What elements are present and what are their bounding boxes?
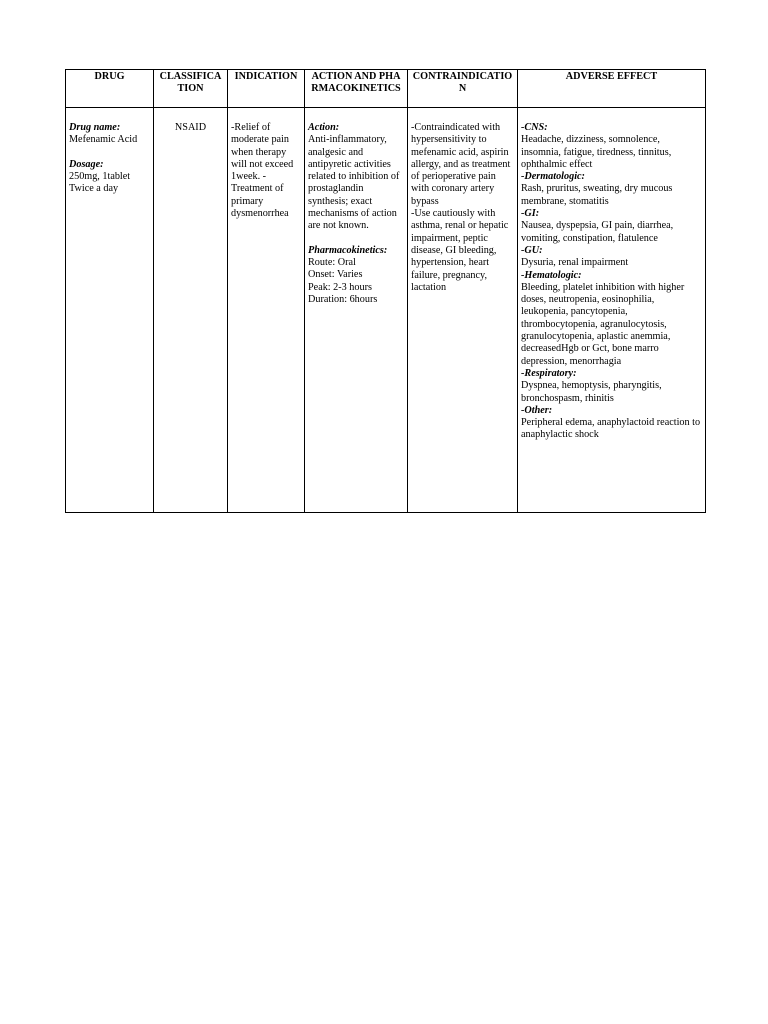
classification-value: NSAID xyxy=(174,122,207,133)
table-row xyxy=(66,108,706,513)
contraindication-text: -Contraindicated with hypersensitivity to mefenamic acid, aspirin allergy, and as treatment of perioperative pain with coronary artery bypass xyxy=(411,122,511,207)
pk-line: Route: Oral xyxy=(308,256,356,268)
drug-name: Mefenamic Acid xyxy=(69,134,138,146)
header-adverse-effect: ADVERSE EFFECT xyxy=(518,70,706,108)
cell-adverse-effect xyxy=(518,108,706,513)
header-drug: DRUG xyxy=(66,70,154,108)
cell-contraindication xyxy=(408,108,518,513)
other-text: Peripheral edema, anaphylactoid reaction to anaphylactic shock xyxy=(521,417,701,441)
respiratory-label: -Respiratory: xyxy=(521,367,577,379)
dermatologic-label: -Dermatologic: xyxy=(521,171,585,183)
pk-line: Onset: Varies xyxy=(308,269,363,281)
cell-action xyxy=(305,108,408,513)
action-text: Anti-inflammatory, analgesic and antipyretic activities related to inhibition of prostaglandin synthesis; exact mechanisms of action are not known. xyxy=(308,134,400,232)
header-indication: INDICATION xyxy=(228,70,305,108)
pk-line: Peak: 2-3 hours xyxy=(308,281,372,293)
drug-study-table xyxy=(65,69,706,513)
indication-text: -Relief of moderate pain when therapy will not exceed 1week. -Treatment of primary dysmenorrhea xyxy=(231,122,294,220)
dosage-label: Dosage: xyxy=(69,158,104,170)
hematologic-label: -Hematologic: xyxy=(521,269,582,281)
caution-text: -Use cautiously with asthma, renal or hepatic impairment, peptic disease, GI bleeding, hypertension, heart failure, pregnancy, lactation xyxy=(411,208,509,293)
gu-text: Dysuria, renal impairment xyxy=(521,257,629,269)
pharmacokinetics-label: Pharmacokinetics: xyxy=(308,244,388,256)
cns-label: -CNS: xyxy=(521,122,548,133)
cell-drug xyxy=(66,108,154,513)
gi-text: Nausea, dyspepsia, GI pain, diarrhea, vomiting, constipation, flatulence xyxy=(521,220,674,244)
action-label: Action: xyxy=(308,122,340,133)
cell-classification xyxy=(154,108,228,513)
header-classification: CLASSIFICATION xyxy=(154,70,228,108)
drug-name-label: Drug name: xyxy=(69,122,121,133)
dermatologic-text: Rash, pruritus, sweating, dry mucous membrane, stomatitis xyxy=(521,183,673,207)
hematologic-text: Bleeding, platelet inhibition with higher doses, neutropenia, eosinophilia, leukopenia, pancytopenia, thrombocytopenia, agranulocytosis, granulocytopenia, aplastic anemmia, decreasedHgb or Gct, bone marro depression, menorrhagia xyxy=(521,281,685,367)
cell-indication xyxy=(228,108,305,513)
respiratory-text: Dyspnea, hemoptysis, pharyngitis, bronchospasm, rhinitis xyxy=(521,380,662,404)
pk-line: Duration: 6hours xyxy=(308,293,378,305)
gu-label: -GU: xyxy=(521,244,543,256)
other-label: -Other: xyxy=(521,404,553,416)
dosage-line: 250mg, 1tablet xyxy=(69,170,131,182)
dosage-line: Twice a day xyxy=(69,183,119,195)
header-contraindication: CONTRAINDICATION xyxy=(408,70,518,108)
gi-label: -GI: xyxy=(521,208,540,220)
header-action: ACTION AND PHARMACOKINETICS xyxy=(305,70,408,108)
table-header-row xyxy=(66,70,706,108)
cns-text: Headache, dizziness, somnolence, insomnia, fatigue, tiredness, tinnitus, ophthalmic effect xyxy=(521,134,672,170)
